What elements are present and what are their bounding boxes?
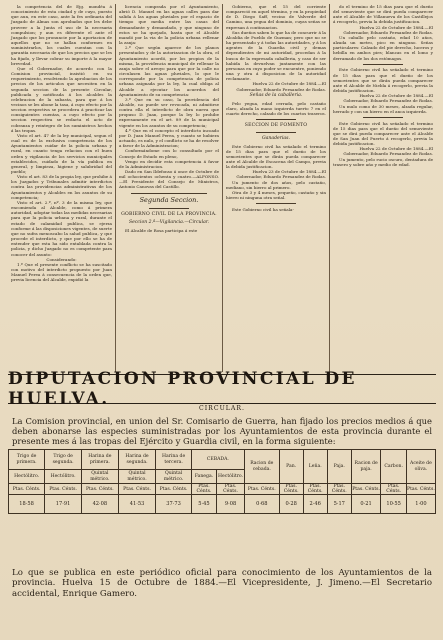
signature: Huelva 23 de Octubre de 1884.—El Gobernador, Eduardo Fernandez de Rodas. xyxy=(236,169,326,180)
paragraph: Un caballo pelo castaño, edad 10 años, alzada un metro, pico en ninguno. Señas particulares: Calzado del pie derecho, luceros y hebilla en ambos pies; blancas en el lomo y derramado de los dos estómagos. xyxy=(333,34,433,61)
currency-cell: Ptas. Cénts. xyxy=(381,484,406,495)
price-cell: 10·55 xyxy=(381,495,406,514)
currency-cell: Ptas. Cénts. xyxy=(351,484,381,495)
section-title: SECCION DE FOMENTO xyxy=(244,122,308,128)
column-header: Racion de paja. xyxy=(351,450,381,484)
divider xyxy=(131,193,207,194)
signature: Huelva 22 de Octubre de 1884.—El Gobernador, Eduardo Fernandez de Rodas. xyxy=(343,146,433,157)
column-2 xyxy=(115,4,222,372)
currency-cell: Ptas. Cénts. xyxy=(244,484,279,495)
paragraph: Visto el art. 2.º, nº. 3 de la misma ley, que encomienda al Alcalde, como á primera autoridad, adoptar todas las medidas necesarias para que la policia urbana y rural, durante el estado de calamidad publica, se ejerza conforme á las disposiciones vigentes, de suerte que no sufra menoscabo la salud publica, y que procede el interdicto, y que por ello se ha de entender que esta ha sido entablada contra la policia, y dicho Juzgado no es competente para conocer del asunto: xyxy=(11,199,112,257)
table-values-row xyxy=(9,495,436,514)
paragraph: Gobierno, que el 15 del corriente compareció en aquel término, y en la propiedad de D. Diego Saff, vecino de Valverde del Camino, una yegua del dominio, cuyas señas se expresan á continuacion. xyxy=(226,4,326,30)
currency-cell: Ptas. Cénts. xyxy=(156,484,191,495)
paragraph: Un mulo como de 30 meses, alzada regular, herrado y con un hierro en el anca izquierda. xyxy=(333,103,433,114)
paragraph: Este Gobierno civil ha señalado el termino de 15 dias para que el dueño de los semovientes que se dirán pueda comparecer ante el Alcalde de Niebla á recogerlo, previa la debida justificacion. xyxy=(333,67,433,94)
price-cell: 0·21 xyxy=(351,495,381,514)
unit-cell: Hectólitro. xyxy=(217,470,245,484)
currency-cell: Ptas. Cénts. xyxy=(279,484,303,495)
price-cell: 2·46 xyxy=(303,495,327,514)
column-header: Trigo de primera. xyxy=(9,450,45,470)
price-cell: 42·08 xyxy=(82,495,119,514)
unit-cell: Quintal métrico. xyxy=(82,470,119,484)
paragraph: la competencia del de Ejg. mondéa á conocimiento de esta ciudad y de cuyo, puesto que aun, en este caso, ante la fes ordinaria del Juzgado de Almas son aprobados que les debe proveer a la Junta el uso de la necesaria compulsion; y aun es diferente el ante el Juzgado que los pronuncie por la aportacion de aquellos que no se hallan conformes en suministrarlos, los cuales cuentan con la garantía necesaria de que los precios que se les ha fijado, y llevar cobrar su importe á la mayor brevedad. xyxy=(11,4,112,66)
column-header: Carbon. xyxy=(381,450,406,484)
paragraph: Que el Gobernador, de acuerdo con la Comision provincial, insistió en su requerimiento, resolviendo la aprobacion de los precios de los articulos que necesiten en la segunda seccion de la presente Circular, publicada y notificada á los alcaldes la celebracion de la subasta, para que á los vecinos se les abone la tasa, á cuyo efecto por la seccion respectiva se procedera á practicar las consiguientes cuentas, a cuyo efecto por la seccion respectiva se redacta el acto de cobranza y reintegro de los suministros hechos á las tropas. xyxy=(11,65,112,133)
article-columns xyxy=(8,4,436,372)
divider xyxy=(256,132,296,133)
currency-cell: Ptas. Cénts. xyxy=(217,484,245,495)
paragraph: Este Gobierno civil ha señalado el termino de 15 dias para que el dueño de los semovientes que se dirán pueda comparecer ante el Alcalde de Escacena del Campo, previa la debida justificacion. xyxy=(226,143,326,170)
table-currency-row xyxy=(9,484,436,495)
column-header: Harina de primera. xyxy=(82,450,119,470)
column-3 xyxy=(222,4,329,372)
paragraph: 2.º Que según aparece de los planos presentados y de la autorizacion de la obra, el Ayuntamiento acordó, por los propios de la misma, la providencia municipal de rellenar la zanja sobre el arroyo para que por la calle no circulasen las aguas pluviales, lo que le corresponde por la competencia de policia urbana asignada por la ley, la cual obliga al Alcalde a ejecutar los acuerdos del Ayuntamiento de su competencia: xyxy=(119,45,219,97)
price-cell: 0·28 xyxy=(279,495,303,514)
paragraph: licencia comprada por el Ayuntamiento, abrió D. Manuel en las aguas calles para dar salida á las aguas pluviales por el espacio de tiempo que media entre las casas del demandante y demandado, y que ninguno de estos se ha quejado, hasta que el Alcalde mandó por la via de la policia urbana rellenar la zanja: xyxy=(119,4,219,46)
column-1 xyxy=(8,4,115,372)
paragraph: do el termino de 15 dias para que el dueño del semoviente que se dirá pueda comparecer ante el Alcalde de Villanueva de los Castillejos á recogerlo, previa la debida justificacion. xyxy=(333,4,433,25)
signature: Huelva 22 de Octubre de 1884.—El Gobernador, Eduardo Fernandez de Rodas. xyxy=(343,24,433,35)
unit-cell: Quintal métrico. xyxy=(156,470,191,484)
paragraph: Este Gobierno civil ha señala- xyxy=(232,206,294,212)
subheading: Señas de la caballeria. xyxy=(249,92,303,98)
paragraph: Dado en San Ildefonso á once de Octubre de mil ochocientos ochenta y cuatro.—ALFONSO.—El Presidente del Consejo de Ministros, Antonio Canovas del Castillo. xyxy=(119,169,219,190)
paragraph: Sus dueños saben lo que ha de concurrir á la Alcaldia de Pueblo de Guzman; pero que no se ha presentado y á todas las autoridades, y á los agentes de la Guardia civil y demas dependientes de mi autoridad, procedan á la busca de la expresada caballeria, y caso de ser habida la devuelvan juntamente con las personas en cuyo poder se encuentre, poniendo una y otra á disposicion de la autoridad reclamante. xyxy=(226,29,326,82)
currency-cell: Ptas. Cénts. xyxy=(118,484,156,495)
price-cell: 5·45 xyxy=(191,495,216,514)
footer-paragraph: Lo que se publica en este periódico oficial para conocimiento de los Ayuntamientos de la provincia. Huelva 15 de Octubre de 1884.—El Vicepresidente, J. Jimeno.—El Secretario accidental, Enrique Gamero. xyxy=(12,568,432,599)
signature: Huelva 22 de Octubre de 1884.—El Gobernador, Eduardo Fernandez de Rodas. xyxy=(343,93,433,104)
paragraph: Visto el art. 47 de la ley municipal, segun el cual es de la exclusiva competencia de los Ayuntamientos cuidar de la policia urbana y rural, en cuanto tenga relacion con el buen orden y vigilancia de los servicios municipales establecidos, cuidado de la vía publica en general, y limpieza, higiene y salubridad del pueblo; xyxy=(11,132,112,174)
paragraph: Vengo en decidir esta competencia á favor de la Administracion. xyxy=(119,158,219,169)
paragraph: Considerando: xyxy=(46,256,77,262)
column-header: Pan. xyxy=(279,450,303,484)
paragraph: Un jumento, pelo rucio oscuro, dentadura de trasero y sobre año y medio de edad. xyxy=(333,156,433,167)
currency-cell: Ptas. Cénts. xyxy=(9,484,45,495)
unit-cell: Hectólitro. xyxy=(45,470,82,484)
price-cell: 37·73 xyxy=(156,495,191,514)
divider xyxy=(149,208,189,209)
unit-cell: Quintal métrico. xyxy=(118,470,156,484)
paragraph: Visto el art. 83 de la propia ley, que prohibe á los Juzgados y Tribunales admitir interdictos contra las providencias administrativas de los Ayuntamientos y Alcaldes en los asuntos de su competencia; xyxy=(11,174,112,200)
currency-cell: Ptas. Cénts. xyxy=(45,484,82,495)
section-subtitle: GOBIERNO CIVIL DE LA PROVINCIA. xyxy=(121,212,217,217)
column-header: Harina de tercera. xyxy=(156,450,191,470)
section-title: Segunda Seccion. xyxy=(139,196,199,205)
column-header: Trigo de segunda. xyxy=(45,450,82,470)
column-header: Harina de segunda. xyxy=(118,450,156,470)
currency-cell: Ptas. Cénts. xyxy=(327,484,351,495)
paragraph: 4.º Que en el concepto el interdicto incoado por D. Juan Manuel Perea, y cuanto se hubiera actuado, es nulo, y el conflicto se ha de resolver a favor de la Administracion; xyxy=(119,127,219,149)
currency-cell: Ptas. Cénts. xyxy=(406,484,435,495)
price-cell: 0·68 xyxy=(244,495,279,514)
column-4 xyxy=(329,4,436,372)
column-header: Paja. xyxy=(327,450,351,484)
currency-cell: Ptas. Cénts. xyxy=(82,484,119,495)
column-header: Leña. xyxy=(303,450,327,484)
divider xyxy=(256,119,296,120)
paragraph: Conformándome con lo consultado por el Consejo de Estado en pleno, xyxy=(119,148,219,159)
table-header-row xyxy=(9,450,436,470)
price-cell: 17·91 xyxy=(45,495,82,514)
paragraph: Este Gobierno civil ha señalado el termino de 15 dias para que el dueño del semoviente que se dirá pueda comparecer ante el Alcalde de San Juan del Puerto á recogerlo, previa la debida justificacion. xyxy=(333,120,433,147)
paragraph: Un jumento de dos años, pelo castaño, mediano, sin hierro al primero. xyxy=(226,179,326,190)
price-cell: 41·53 xyxy=(118,495,156,514)
divider xyxy=(363,64,403,65)
intro-paragraph: La Comision provincial, en union del Sr. Comisario de Guerra, han fijado los precios medios á que deben abonarse las especies suministradas por los Ayuntamientos de esta provincia durante el presente mes á las tropas del Ejército y Guardia civil, en la forma siguiente: xyxy=(12,416,432,447)
paragraph: Pelo yegua, edad cerrada, pelo castaño claro, alzada la mano izquierda tuerto 7 en el cuarto derecho, calzado de los cuartos traseros. xyxy=(226,100,326,116)
currency-cell: Ptas. Cénts. xyxy=(191,484,216,495)
circular-heading: CIRCULAR. xyxy=(199,405,245,412)
price-cell: 9·08 xyxy=(217,495,245,514)
paragraph: Otra de 3 y 4 meses, pequeño, castaño y sin hierro ni ninguna otra señal. xyxy=(226,189,326,201)
divider xyxy=(256,203,296,204)
price-cell: 1·00 xyxy=(406,495,435,514)
price-cell: 18·58 xyxy=(9,495,45,514)
subheading: Ganaderias. xyxy=(262,135,290,141)
column-header: CEBADA. xyxy=(191,450,244,470)
signature: Huelva 22 de Octubre de 1884.—El Gobernador, Eduardo Fernandez de Rodas. xyxy=(236,81,326,92)
currency-cell: Ptas. Cénts. xyxy=(303,484,327,495)
banner-title: DIPUTACION PROVINCIAL DE HUELVA. xyxy=(8,369,357,409)
column-header: Aceite de oliva. xyxy=(406,450,435,484)
column-header: Racion de cebada. xyxy=(244,450,279,484)
section-subtitle: Seccion 2.ª—Vigilancia.—Circular. xyxy=(128,220,209,225)
paragraph: 1.º Que el presente conflicto se ha suscitado con motivo del interdicto propuesto por Juan Manuel Perea á consecuencia de la orden que, previa licencia del Alcalde, expidió la xyxy=(11,261,112,283)
prices-table xyxy=(8,449,436,514)
unit-cell: Hectólitro. xyxy=(9,470,45,484)
unit-cell: Fanega. xyxy=(191,470,216,484)
price-cell: 5·17 xyxy=(327,495,351,514)
paragraph: El Alcalde de Rosa participa á este xyxy=(125,228,198,233)
paragraph: 3.º Que en su caso, la providencia del Alcalde, no puede ser revocada, ni admitirse contra ella el interdicto de obra nueva que propuso D. Juan, porque la ley lo prohibe expresamente en el art. 89 de la municipal vigente en los asuntos de su competencia; xyxy=(119,96,219,128)
divider xyxy=(363,117,403,118)
